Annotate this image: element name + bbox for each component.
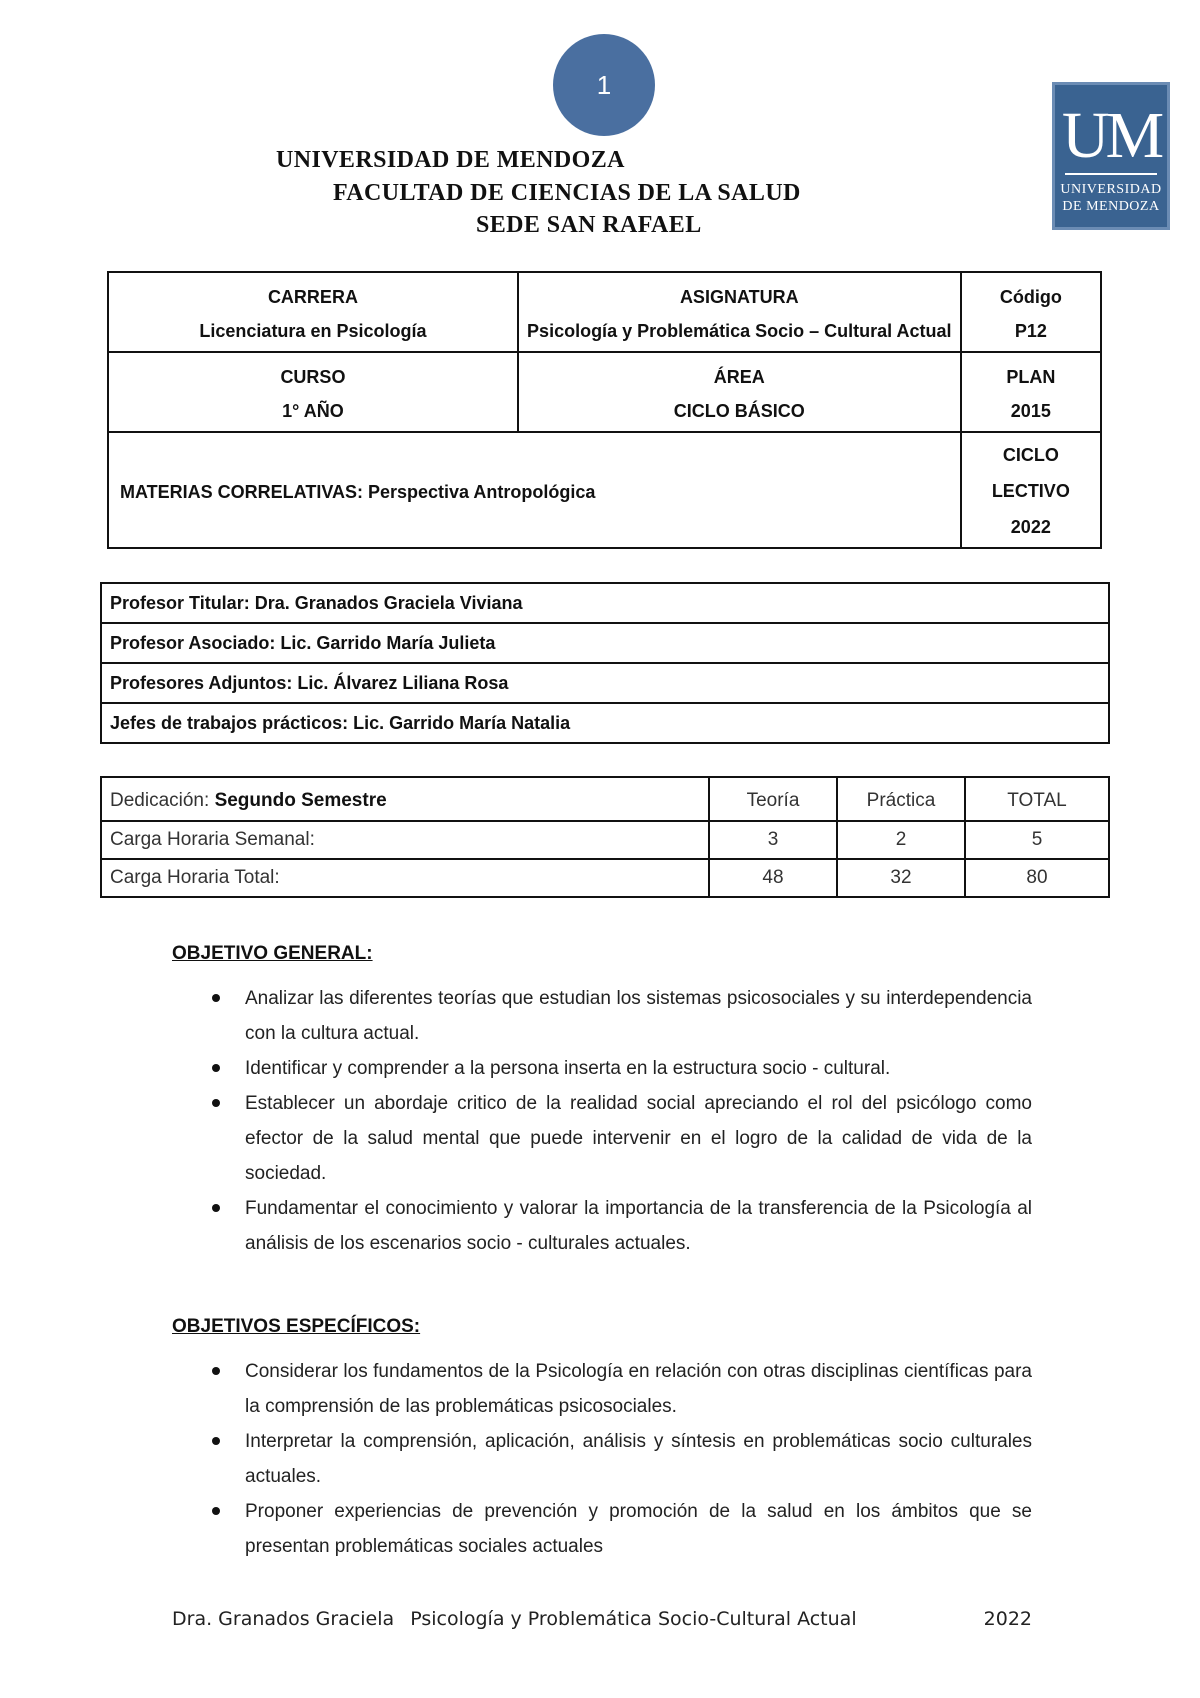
- staff-row: [101, 583, 1109, 623]
- campus-title: SEDE SAN RAFAEL: [476, 212, 702, 238]
- plan-cell: [961, 352, 1101, 432]
- course-info-row: [108, 432, 1101, 548]
- objetivo-general-list: [172, 981, 1032, 1261]
- carrera-cell: [108, 272, 518, 352]
- list-item: [172, 981, 1032, 1051]
- staff-row: [101, 663, 1109, 703]
- staff-row: [101, 623, 1109, 663]
- logo-text-line2: DE MENDOZA: [1062, 199, 1160, 214]
- objetivo-general-section: [172, 936, 1032, 1261]
- asignatura-value: Psicología y Problemática Socio – Cultural Actual: [527, 321, 952, 341]
- jefes-trabajos-practicos: Jefes de trabajos prácticos: Lic. Garrido María Natalia: [101, 703, 1109, 743]
- page-number-badge: 1: [553, 34, 655, 136]
- profesor-titular: Profesor Titular: Dra. Granados Graciela Viviana: [101, 583, 1109, 623]
- profesor-asociado: Profesor Asociado: Lic. Garrido María Julieta: [101, 623, 1109, 663]
- list-item-text: Considerar los fundamentos de la Psicología en relación con otras disciplinas científicas para la comprensión de las problemáticas psicosociales.: [245, 1361, 1032, 1417]
- bullet-icon: [212, 1099, 220, 1107]
- ciclo-lectivo-cell: [961, 432, 1101, 548]
- area-label: ÁREA: [713, 367, 765, 387]
- footer-left: [172, 1608, 867, 1630]
- practica-value: 2: [837, 821, 965, 859]
- area-value: CICLO BÁSICO: [673, 401, 805, 421]
- table-row: [101, 859, 1109, 897]
- bullet-icon: [212, 1367, 220, 1375]
- university-title: UNIVERSIDAD DE MENDOZA: [276, 147, 625, 173]
- ciclo-line1: CICLO: [1002, 445, 1059, 465]
- plan-value: 2015: [1010, 401, 1051, 421]
- plan-label: PLAN: [1006, 367, 1056, 387]
- list-item-text: Analizar las diferentes teorías que estudian los sistemas psicosociales y su interdependencia con la cultura actual.: [245, 988, 1032, 1044]
- footer-subject: Psicología y Problemática Socio-Cultural Actual: [410, 1608, 857, 1630]
- col-total: TOTAL: [965, 777, 1109, 821]
- logo-mark: UM: [1061, 99, 1161, 172]
- list-item-text: Establecer un abordaje critico de la realidad social apreciando el rol del psicólogo como efector de la salud mental que puede intervenir en el logro de la calidad de vida de la sociedad.: [245, 1093, 1032, 1184]
- practica-value: 32: [837, 859, 965, 897]
- correlativas-cell: MATERIAS CORRELATIVAS: Perspectiva Antropológica: [108, 432, 961, 548]
- objetivos-especificos-section: [172, 1309, 1032, 1564]
- course-info-row: [108, 352, 1101, 432]
- bullet-icon: [212, 1437, 220, 1445]
- list-item: [172, 1051, 1032, 1086]
- profesores-adjuntos: Profesores Adjuntos: Lic. Álvarez Liliana Rosa: [101, 663, 1109, 703]
- faculty-title: FACULTAD DE CIENCIAS DE LA SALUD: [333, 180, 801, 206]
- dedicacion-label: Dedicación:: [110, 790, 210, 811]
- teoria-value: 3: [709, 821, 837, 859]
- list-item: [172, 1424, 1032, 1494]
- ciclo-line2: LECTIVO: [991, 481, 1070, 501]
- logo-text-line1: UNIVERSIDAD: [1060, 182, 1162, 197]
- col-teoria: Teoría: [709, 777, 837, 821]
- carrera-label: CARRERA: [267, 287, 358, 307]
- list-item: [172, 1191, 1032, 1261]
- asignatura-cell: [518, 272, 961, 352]
- codigo-label: Código: [999, 287, 1062, 307]
- staff-row: [101, 703, 1109, 743]
- list-item-text: Interpretar la comprensión, aplicación, análisis y síntesis en problemáticas socio culturales actuales.: [245, 1431, 1032, 1487]
- course-info-row: [108, 272, 1101, 352]
- ciclo-line3: 2022: [1010, 517, 1051, 537]
- curso-cell: [108, 352, 518, 432]
- university-logo: [1052, 82, 1170, 230]
- curso-label: CURSO: [280, 367, 346, 387]
- list-item: [172, 1354, 1032, 1424]
- bullet-icon: [212, 1064, 220, 1072]
- total-value: 5: [965, 821, 1109, 859]
- course-info-table: [107, 271, 1102, 549]
- carrera-value: Licenciatura en Psicología: [199, 321, 427, 341]
- objetivo-general-heading: OBJETIVO GENERAL:: [172, 943, 373, 964]
- logo-divider: [1065, 173, 1157, 175]
- codigo-cell: [961, 272, 1101, 352]
- bullet-icon: [212, 994, 220, 1002]
- teoria-value: 48: [709, 859, 837, 897]
- codigo-value: P12: [1014, 321, 1047, 341]
- row-label: Carga Horaria Total:: [101, 859, 709, 897]
- objetivos-especificos-list: [172, 1354, 1032, 1564]
- faculty-staff-table: [100, 582, 1110, 744]
- bullet-icon: [212, 1204, 220, 1212]
- list-item-text: Fundamentar el conocimiento y valorar la importancia de la transferencia de la Psicología al análisis de los escenarios socio - culturales actuales.: [245, 1198, 1032, 1254]
- curso-value: 1° AÑO: [282, 401, 344, 421]
- col-practica: Práctica: [837, 777, 965, 821]
- dedicacion-cell: [101, 777, 709, 821]
- total-value: 80: [965, 859, 1109, 897]
- table-row: [101, 821, 1109, 859]
- list-item: [172, 1494, 1032, 1564]
- page-footer: [172, 1608, 1032, 1630]
- dedicacion-value: Segundo Semestre: [214, 790, 387, 811]
- list-item: [172, 1086, 1032, 1191]
- objetivos-especificos-heading: OBJETIVOS ESPECÍFICOS:: [172, 1316, 421, 1337]
- list-item-text: Proponer experiencias de prevención y promoción de la salud en los ámbitos que se presentan problemáticas sociales actuales: [245, 1501, 1032, 1557]
- asignatura-label: ASIGNATURA: [679, 287, 799, 307]
- row-label: Carga Horaria Semanal:: [101, 821, 709, 859]
- workload-table: [100, 776, 1110, 898]
- list-item-text: Identificar y comprender a la persona inserta en la estructura socio - cultural.: [245, 1058, 891, 1079]
- footer-year: 2022: [983, 1608, 1032, 1630]
- footer-author: Dra. Granados Graciela: [172, 1608, 395, 1630]
- workload-header-row: [101, 777, 1109, 821]
- area-cell: [518, 352, 961, 432]
- bullet-icon: [212, 1507, 220, 1515]
